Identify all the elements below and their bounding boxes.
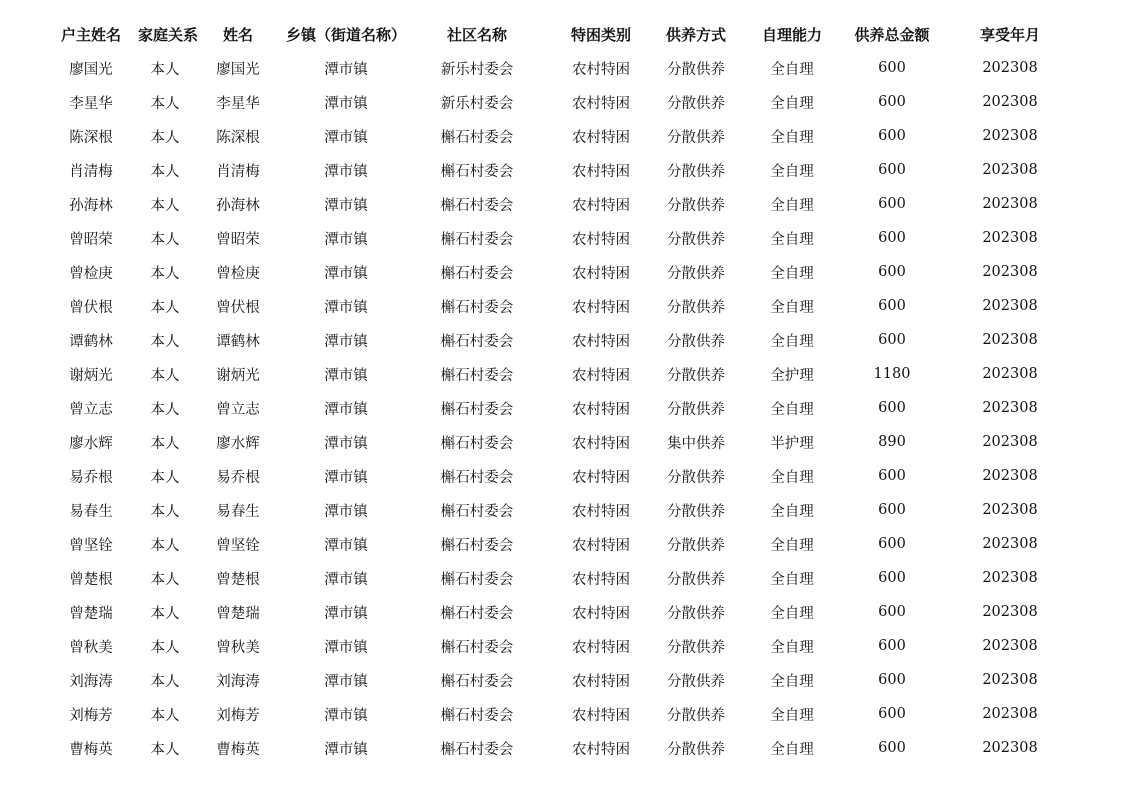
cell-township: 潭市镇	[324, 741, 368, 758]
table-row	[44, 51, 1084, 85]
cell-support-amount: 600	[878, 672, 906, 688]
cell-benefit-month: 202308	[982, 400, 1038, 416]
cell-family-relation: 本人	[150, 197, 180, 214]
cell-household-head-name: 陈深根	[69, 129, 113, 146]
cell-person-name: 谭鹤林	[216, 333, 260, 350]
cell-self-care-ability: 全自理	[770, 537, 814, 554]
cell-hardship-category: 农村特困	[572, 401, 630, 418]
cell-family-relation: 本人	[150, 333, 180, 350]
cell-family-relation: 本人	[150, 503, 180, 520]
cell-hardship-category: 农村特困	[572, 197, 630, 214]
cell-household-head-name: 曾立志	[69, 401, 113, 418]
cell-family-relation: 本人	[150, 61, 180, 78]
table-row	[44, 221, 1084, 255]
cell-support-amount: 600	[878, 706, 906, 722]
cell-household-head-name: 曾楚根	[69, 571, 113, 588]
cell-community-name: 槲石村委会	[440, 503, 514, 520]
cell-township: 潭市镇	[324, 639, 368, 656]
cell-hardship-category: 农村特困	[572, 707, 630, 724]
cell-support-amount: 600	[878, 196, 906, 212]
table-row	[44, 425, 1084, 459]
cell-family-relation: 本人	[150, 435, 180, 452]
cell-family-relation: 本人	[150, 95, 180, 112]
table-row	[44, 187, 1084, 221]
cell-family-relation: 本人	[150, 639, 180, 656]
table-row	[44, 323, 1084, 357]
table-header	[44, 17, 1084, 51]
cell-person-name: 曾伏根	[216, 299, 260, 316]
cell-support-amount: 600	[878, 264, 906, 280]
cell-hardship-category: 农村特困	[572, 537, 630, 554]
cell-community-name: 槲石村委会	[440, 367, 514, 384]
table-body	[44, 51, 1084, 765]
cell-benefit-month: 202308	[982, 706, 1038, 722]
cell-community-name: 槲石村委会	[440, 299, 514, 316]
cell-hardship-category: 农村特困	[572, 265, 630, 282]
cell-township: 潭市镇	[324, 333, 368, 350]
table-row	[44, 663, 1084, 697]
cell-family-relation: 本人	[150, 741, 180, 758]
table-row	[44, 731, 1084, 765]
cell-support-method: 分散供养	[667, 503, 725, 520]
table-row	[44, 357, 1084, 391]
cell-support-method: 分散供养	[667, 605, 725, 622]
cell-community-name: 槲石村委会	[440, 707, 514, 724]
table-row	[44, 493, 1084, 527]
cell-person-name: 陈深根	[216, 129, 260, 146]
cell-support-amount: 890	[878, 434, 906, 450]
column-header-community-name: 社区名称	[446, 25, 507, 44]
cell-hardship-category: 农村特困	[572, 163, 630, 180]
cell-township: 潭市镇	[324, 537, 368, 554]
cell-self-care-ability: 全自理	[770, 61, 814, 78]
cell-township: 潭市镇	[324, 503, 368, 520]
cell-person-name: 曾立志	[216, 401, 260, 418]
cell-township: 潭市镇	[324, 367, 368, 384]
cell-hardship-category: 农村特困	[572, 129, 630, 146]
cell-benefit-month: 202308	[982, 672, 1038, 688]
cell-self-care-ability: 全自理	[770, 129, 814, 146]
cell-household-head-name: 曾伏根	[69, 299, 113, 316]
cell-person-name: 廖国光	[216, 61, 260, 78]
cell-community-name: 槲石村委会	[440, 639, 514, 656]
cell-support-method: 分散供养	[667, 673, 725, 690]
cell-hardship-category: 农村特困	[572, 673, 630, 690]
header-row	[44, 17, 1084, 51]
cell-benefit-month: 202308	[982, 638, 1038, 654]
cell-community-name: 槲石村委会	[440, 197, 514, 214]
cell-self-care-ability: 全自理	[770, 401, 814, 418]
cell-hardship-category: 农村特困	[572, 299, 630, 316]
cell-household-head-name: 曾坚铨	[69, 537, 113, 554]
cell-person-name: 廖水辉	[216, 435, 260, 452]
cell-community-name: 槲石村委会	[440, 231, 514, 248]
cell-household-head-name: 曾楚瑞	[69, 605, 113, 622]
cell-support-method: 分散供养	[667, 231, 725, 248]
cell-person-name: 刘海涛	[216, 673, 260, 690]
cell-support-amount: 600	[878, 604, 906, 620]
table-row	[44, 391, 1084, 425]
cell-household-head-name: 肖清梅	[69, 163, 113, 180]
cell-support-method: 分散供养	[667, 469, 725, 486]
table-row	[44, 289, 1084, 323]
cell-township: 潭市镇	[324, 605, 368, 622]
support-recipients-table	[44, 17, 1084, 765]
cell-benefit-month: 202308	[982, 196, 1038, 212]
cell-township: 潭市镇	[324, 571, 368, 588]
cell-household-head-name: 易乔根	[69, 469, 113, 486]
cell-township: 潭市镇	[324, 265, 368, 282]
cell-person-name: 曾检庚	[216, 265, 260, 282]
cell-hardship-category: 农村特困	[572, 61, 630, 78]
cell-township: 潭市镇	[324, 163, 368, 180]
cell-hardship-category: 农村特困	[572, 231, 630, 248]
cell-benefit-month: 202308	[982, 264, 1038, 280]
cell-support-amount: 600	[878, 740, 906, 756]
cell-self-care-ability: 全自理	[770, 197, 814, 214]
cell-person-name: 曹梅英	[216, 741, 260, 758]
cell-support-amount: 600	[878, 162, 906, 178]
column-header-township: 乡镇（街道名称）	[285, 25, 406, 44]
cell-township: 潭市镇	[324, 707, 368, 724]
column-header-self-care-ability: 自理能力	[761, 25, 822, 44]
cell-support-amount: 600	[878, 502, 906, 518]
cell-family-relation: 本人	[150, 129, 180, 146]
cell-person-name: 易春生	[216, 503, 260, 520]
cell-person-name: 曾昭荣	[216, 231, 260, 248]
cell-benefit-month: 202308	[982, 162, 1038, 178]
cell-township: 潭市镇	[324, 61, 368, 78]
cell-hardship-category: 农村特困	[572, 503, 630, 520]
table-row	[44, 527, 1084, 561]
cell-family-relation: 本人	[150, 299, 180, 316]
cell-family-relation: 本人	[150, 401, 180, 418]
cell-household-head-name: 刘梅芳	[69, 707, 113, 724]
cell-support-method: 分散供养	[667, 163, 725, 180]
cell-community-name: 槲石村委会	[440, 401, 514, 418]
column-header-person-name: 姓名	[222, 25, 253, 44]
cell-family-relation: 本人	[150, 605, 180, 622]
table-row	[44, 255, 1084, 289]
cell-self-care-ability: 全自理	[770, 741, 814, 758]
cell-community-name: 槲石村委会	[440, 129, 514, 146]
cell-self-care-ability: 全自理	[770, 163, 814, 180]
cell-self-care-ability: 全自理	[770, 639, 814, 656]
cell-household-head-name: 孙海林	[69, 197, 113, 214]
table-row	[44, 459, 1084, 493]
cell-household-head-name: 刘海涛	[69, 673, 113, 690]
cell-family-relation: 本人	[150, 537, 180, 554]
cell-person-name: 曾楚瑞	[216, 605, 260, 622]
cell-community-name: 槲石村委会	[440, 673, 514, 690]
cell-self-care-ability: 全自理	[770, 333, 814, 350]
column-header-household-head-name: 户主姓名	[60, 25, 121, 44]
cell-self-care-ability: 全自理	[770, 469, 814, 486]
cell-support-method: 集中供养	[667, 435, 725, 452]
cell-support-method: 分散供养	[667, 129, 725, 146]
cell-community-name: 槲石村委会	[440, 605, 514, 622]
cell-community-name: 槲石村委会	[440, 435, 514, 452]
cell-self-care-ability: 全自理	[770, 571, 814, 588]
cell-self-care-ability: 全自理	[770, 503, 814, 520]
cell-benefit-month: 202308	[982, 332, 1038, 348]
cell-community-name: 槲石村委会	[440, 333, 514, 350]
cell-benefit-month: 202308	[982, 366, 1038, 382]
table-row	[44, 561, 1084, 595]
cell-hardship-category: 农村特困	[572, 741, 630, 758]
cell-support-method: 分散供养	[667, 197, 725, 214]
cell-support-amount: 600	[878, 332, 906, 348]
table-row	[44, 629, 1084, 663]
cell-household-head-name: 曾昭荣	[69, 231, 113, 248]
cell-support-method: 分散供养	[667, 265, 725, 282]
cell-benefit-month: 202308	[982, 128, 1038, 144]
column-header-family-relation: 家庭关系	[138, 25, 199, 44]
cell-community-name: 槲石村委会	[440, 163, 514, 180]
cell-township: 潭市镇	[324, 95, 368, 112]
cell-community-name: 新乐村委会	[440, 95, 514, 112]
cell-household-head-name: 李星华	[69, 95, 113, 112]
cell-household-head-name: 廖水辉	[69, 435, 113, 452]
cell-benefit-month: 202308	[982, 604, 1038, 620]
cell-person-name: 李星华	[216, 95, 260, 112]
cell-community-name: 槲石村委会	[440, 265, 514, 282]
cell-township: 潭市镇	[324, 231, 368, 248]
cell-self-care-ability: 全自理	[770, 707, 814, 724]
cell-family-relation: 本人	[150, 163, 180, 180]
cell-benefit-month: 202308	[982, 230, 1038, 246]
cell-benefit-month: 202308	[982, 94, 1038, 110]
cell-township: 潭市镇	[324, 299, 368, 316]
cell-support-amount: 600	[878, 128, 906, 144]
cell-support-amount: 600	[878, 400, 906, 416]
cell-family-relation: 本人	[150, 707, 180, 724]
cell-family-relation: 本人	[150, 231, 180, 248]
cell-support-amount: 600	[878, 298, 906, 314]
cell-household-head-name: 曾秋美	[69, 639, 113, 656]
cell-benefit-month: 202308	[982, 60, 1038, 76]
cell-family-relation: 本人	[150, 469, 180, 486]
cell-person-name: 刘梅芳	[216, 707, 260, 724]
cell-benefit-month: 202308	[982, 570, 1038, 586]
table-row	[44, 119, 1084, 153]
cell-support-amount: 600	[878, 60, 906, 76]
cell-support-amount: 600	[878, 94, 906, 110]
cell-benefit-month: 202308	[982, 434, 1038, 450]
cell-hardship-category: 农村特困	[572, 639, 630, 656]
cell-person-name: 谢炳光	[216, 367, 260, 384]
cell-community-name: 槲石村委会	[440, 571, 514, 588]
cell-self-care-ability: 全自理	[770, 605, 814, 622]
cell-hardship-category: 农村特困	[572, 435, 630, 452]
cell-self-care-ability: 半护理	[770, 435, 814, 452]
cell-household-head-name: 谭鹤林	[69, 333, 113, 350]
cell-person-name: 曾楚根	[216, 571, 260, 588]
cell-support-amount: 600	[878, 230, 906, 246]
cell-support-amount: 600	[878, 570, 906, 586]
cell-family-relation: 本人	[150, 673, 180, 690]
cell-self-care-ability: 全自理	[770, 673, 814, 690]
cell-person-name: 曾秋美	[216, 639, 260, 656]
cell-support-amount: 600	[878, 638, 906, 654]
cell-benefit-month: 202308	[982, 536, 1038, 552]
cell-support-method: 分散供养	[667, 741, 725, 758]
table-row	[44, 595, 1084, 629]
cell-township: 潭市镇	[324, 469, 368, 486]
cell-support-method: 分散供养	[667, 367, 725, 384]
column-header-benefit-month: 享受年月	[979, 25, 1040, 44]
cell-person-name: 易乔根	[216, 469, 260, 486]
cell-support-method: 分散供养	[667, 571, 725, 588]
cell-household-head-name: 曾检庚	[69, 265, 113, 282]
cell-hardship-category: 农村特困	[572, 571, 630, 588]
cell-community-name: 新乐村委会	[440, 61, 514, 78]
cell-self-care-ability: 全自理	[770, 299, 814, 316]
cell-support-method: 分散供养	[667, 299, 725, 316]
column-header-support-method: 供养方式	[665, 25, 726, 44]
cell-hardship-category: 农村特困	[572, 333, 630, 350]
cell-person-name: 曾坚铨	[216, 537, 260, 554]
cell-community-name: 槲石村委会	[440, 537, 514, 554]
cell-family-relation: 本人	[150, 367, 180, 384]
cell-household-head-name: 曹梅英	[69, 741, 113, 758]
cell-support-method: 分散供养	[667, 61, 725, 78]
cell-hardship-category: 农村特困	[572, 367, 630, 384]
cell-support-method: 分散供养	[667, 707, 725, 724]
cell-self-care-ability: 全自理	[770, 95, 814, 112]
cell-township: 潭市镇	[324, 401, 368, 418]
cell-support-amount: 600	[878, 468, 906, 484]
cell-township: 潭市镇	[324, 435, 368, 452]
cell-township: 潭市镇	[324, 673, 368, 690]
column-header-hardship-category: 特困类别	[570, 25, 631, 44]
cell-person-name: 肖清梅	[216, 163, 260, 180]
cell-hardship-category: 农村特困	[572, 95, 630, 112]
cell-hardship-category: 农村特困	[572, 605, 630, 622]
cell-support-method: 分散供养	[667, 639, 725, 656]
cell-benefit-month: 202308	[982, 502, 1038, 518]
cell-support-method: 分散供养	[667, 333, 725, 350]
cell-support-amount: 1180	[873, 366, 911, 382]
cell-benefit-month: 202308	[982, 740, 1038, 756]
cell-community-name: 槲石村委会	[440, 741, 514, 758]
cell-hardship-category: 农村特困	[572, 469, 630, 486]
cell-household-head-name: 易春生	[69, 503, 113, 520]
cell-household-head-name: 谢炳光	[69, 367, 113, 384]
cell-benefit-month: 202308	[982, 468, 1038, 484]
cell-support-method: 分散供养	[667, 537, 725, 554]
cell-support-method: 分散供养	[667, 95, 725, 112]
table-row	[44, 85, 1084, 119]
cell-person-name: 孙海林	[216, 197, 260, 214]
cell-household-head-name: 廖国光	[69, 61, 113, 78]
cell-self-care-ability: 全自理	[770, 231, 814, 248]
cell-support-amount: 600	[878, 536, 906, 552]
table-row	[44, 697, 1084, 731]
cell-family-relation: 本人	[150, 265, 180, 282]
cell-community-name: 槲石村委会	[440, 469, 514, 486]
cell-family-relation: 本人	[150, 571, 180, 588]
cell-self-care-ability: 全护理	[770, 367, 814, 384]
column-header-support-amount: 供养总金额	[854, 25, 930, 44]
cell-support-method: 分散供养	[667, 401, 725, 418]
cell-self-care-ability: 全自理	[770, 265, 814, 282]
cell-township: 潭市镇	[324, 129, 368, 146]
cell-township: 潭市镇	[324, 197, 368, 214]
cell-benefit-month: 202308	[982, 298, 1038, 314]
table-row	[44, 153, 1084, 187]
